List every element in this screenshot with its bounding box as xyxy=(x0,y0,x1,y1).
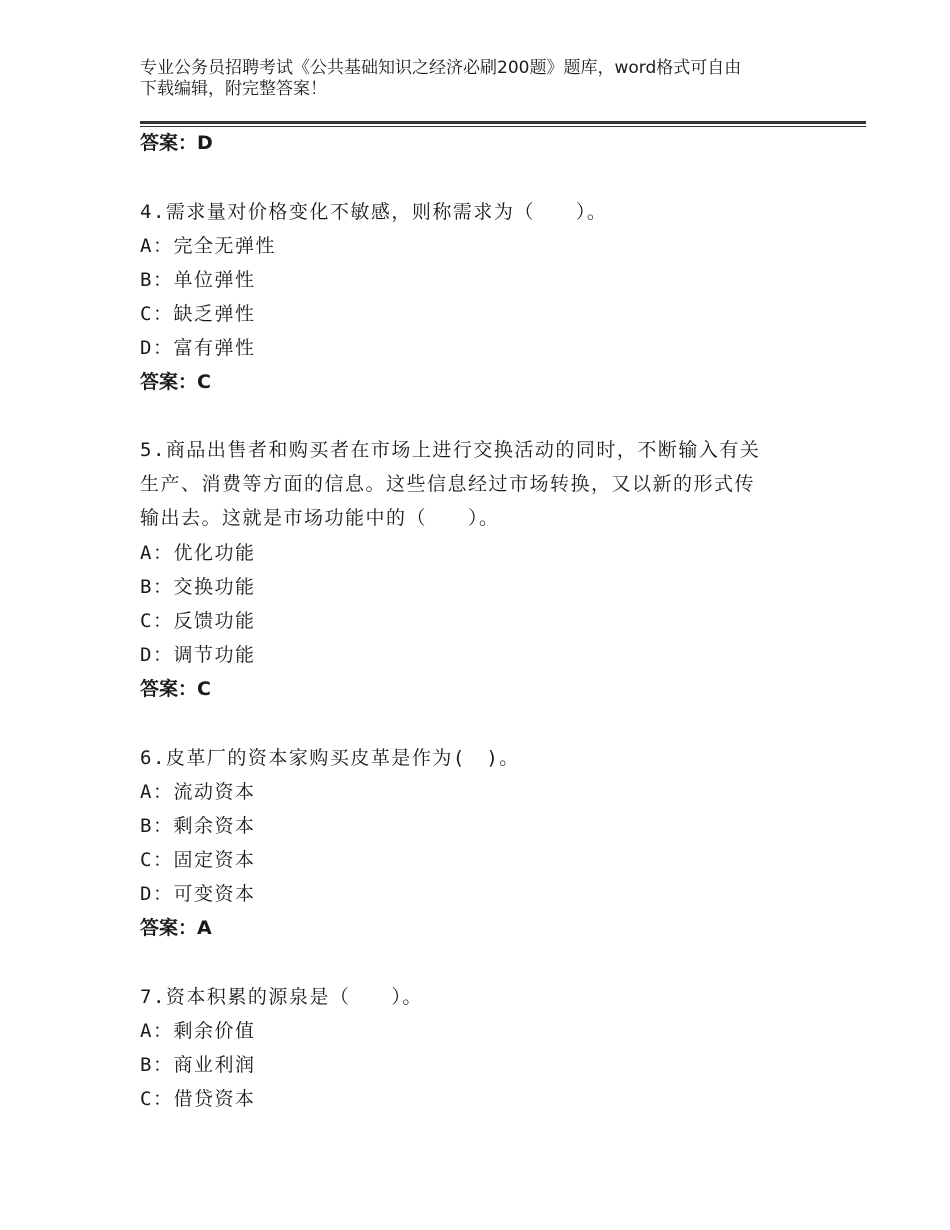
answer-q4: 答案：C xyxy=(140,371,211,393)
question-5-option-a: A：优化功能 xyxy=(140,542,256,564)
answer-q3: 答案：D xyxy=(140,132,213,154)
question-6-option-a: A：流动资本 xyxy=(140,781,256,803)
page-header xyxy=(140,58,820,100)
question-5-text-line-1: 5.商品出售者和购买者在市场上进行交换活动的同时，不断输入有关 xyxy=(140,439,761,461)
header-line-1: 专业公务员招聘考试《公共基础知识之经济必刷200题》题库，word格式可自由 xyxy=(140,58,742,78)
question-6-option-d: D：可变资本 xyxy=(140,883,256,905)
question-4-text-line-1: 4.需求量对价格变化不敏感，则称需求为（ ）。 xyxy=(140,201,608,223)
header-line-2: 下载编辑，附完整答案！ xyxy=(140,79,327,99)
question-7-text-line-1: 7.资本积累的源泉是（ ）。 xyxy=(140,986,423,1008)
question-6-text-line-1: 6.皮革厂的资本家购买皮革是作为( )。 xyxy=(140,747,520,769)
question-5-text-line-2: 生产、消费等方面的信息。这些信息经过市场转换，又以新的形式传 xyxy=(140,473,756,495)
answer-q6: 答案：A xyxy=(140,917,212,939)
question-5-option-b: B：交换功能 xyxy=(140,576,256,598)
question-5-option-c: C：反馈功能 xyxy=(140,610,256,632)
answer-q5: 答案：C xyxy=(140,678,211,700)
question-4-option-a: A：完全无弹性 xyxy=(140,235,276,257)
question-6-option-c: C：固定资本 xyxy=(140,849,256,871)
question-7-option-c: C：借贷资本 xyxy=(140,1088,256,1110)
question-5-option-d: D：调节功能 xyxy=(140,644,256,666)
question-4-option-c: C：缺乏弹性 xyxy=(140,303,256,325)
header-divider-thin xyxy=(140,126,866,127)
question-4-option-d: D：富有弹性 xyxy=(140,337,256,359)
header-divider-thick xyxy=(140,121,866,124)
question-6-option-b: B：剩余资本 xyxy=(140,815,256,837)
question-7-option-a: A：剩余价值 xyxy=(140,1020,256,1042)
question-5-text-line-3: 输出去。这就是市场功能中的（ ）。 xyxy=(140,507,500,529)
question-4-option-b: B：单位弹性 xyxy=(140,269,256,291)
question-7-option-b: B：商业利润 xyxy=(140,1054,256,1076)
